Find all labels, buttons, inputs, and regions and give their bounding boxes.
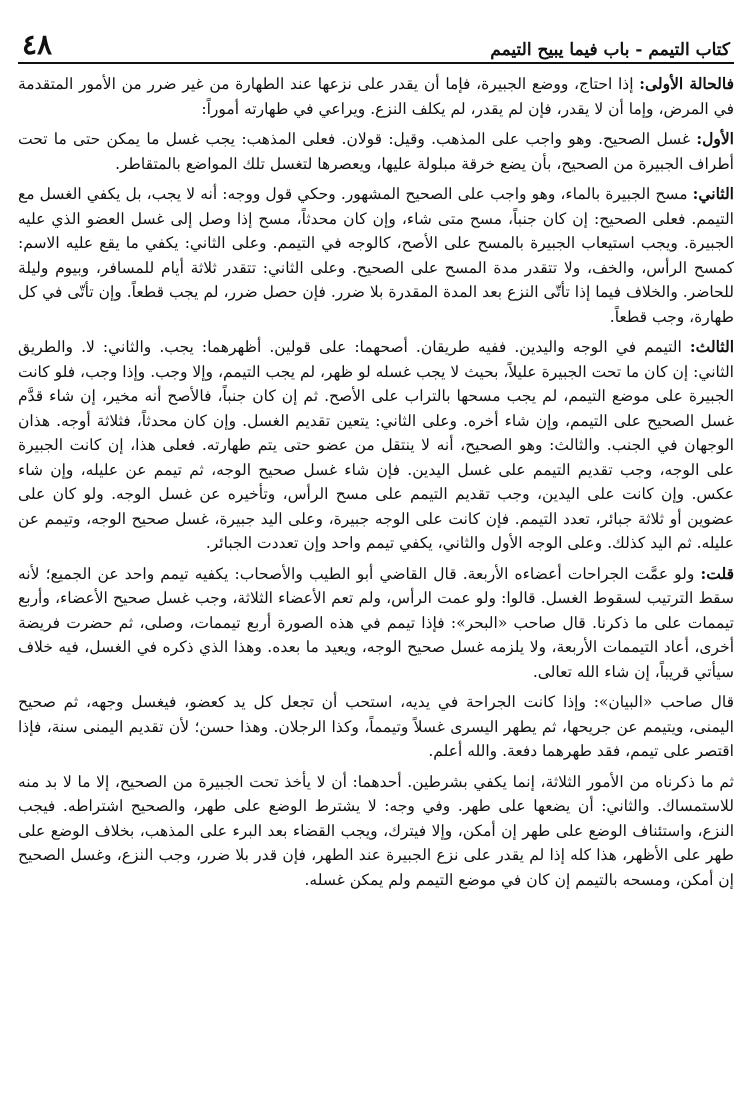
page-number: ٤٨ — [22, 28, 53, 61]
page-header — [18, 24, 734, 64]
paragraph-author-note — [18, 562, 734, 685]
paragraph-bayan-quote — [18, 690, 734, 764]
paragraph-first-case — [18, 72, 734, 121]
paragraph-text: مسح الجبيرة بالماء، وهو واجب على الصحيح المشهور. وحكي قول ووجه: أنه لا يجب، بل يكفي الغسل مع التيمم. فعلى الصحيح: إن كان جنباً، مسح متى شاء، وإن كان محدثاً، مسح إذا وصل إلى غسل العضو الذي عليه الجبيرة. ويجب استيعاب الجبيرة بالمسح على الأصح، كالوجه في التيمم. وعلى الثاني: يكفي ما يقع عليه الاسم: كمسح الرأس، والخف، ولا تتقدر مدة المسح على الصحيح. وعلى الثاني: تتقدر ثلاثة أيام للمسافر، وبيوم وليلة للحاضر. والخلاف فيما إذا تأتّى النزع بعد المدة المقدرة بلا ضرر. فإن حصل ضرر، لم يجب قطعاً. وإن تأتّى في كل طهارة، وجب قطعاً. — [18, 185, 734, 326]
running-title: كتاب التيمم - باب فيما يبيح التيمم — [490, 40, 730, 60]
paragraph-text: ولو عمَّت الجراحات أعضاءه الأربعة. قال القاضي أبو الطيب والأصحاب: يكفيه تيمم واحد عن الجميع؛ لأنه سقط الترتيب لسقوط الغسل. قالوا: ولو عمت الرأس، ولم تعم الأعضاء الثلاثة، وجب غسل صحيح الأعضاء، وأربع تيممات على ما ذكرنا. قال صاحب «البحر»: فإذا تيمم في هذه الصورة أربع تيممات، وصلى، ثم حضرت فريضة أخرى، أعاد التيممات الأربعة، ولا يلزمه غسل صحيح الوجه، ويعيد ما بعده. وهذا الذي ذكره في الغسل، فيه خلاف سيأتي قريباً، إن شاء الله تعالى. — [18, 564, 734, 681]
paragraph-lead: الثالث: — [689, 337, 734, 356]
paragraph-text: إذا احتاج، ووضع الجبيرة، فإما أن يقدر على نزعها عند الطهارة من غير ضرر من الأمور المتقدمة في المرض، وإما أن لا يقدر، فإن لم يقدر، لم يكلف النزع. ويراعي في طهارته أموراً: — [18, 75, 734, 118]
body-text — [18, 72, 734, 892]
paragraph-conditions — [18, 770, 734, 893]
paragraph-first-point — [18, 127, 734, 176]
paragraph-third-point — [18, 335, 734, 556]
paragraph-second-point — [18, 182, 734, 329]
book-page — [18, 24, 734, 898]
paragraph-lead: فالحالة الأولى: — [639, 74, 734, 93]
paragraph-lead: قلت: — [700, 563, 734, 583]
paragraph-text: ثم ما ذكرناه من الأمور الثلاثة، إنما يكفي بشرطين. أحدهما: أن لا يأخذ تحت الجبيرة من الصحيح، إلا ما لا بد منه للاستمساك. والثاني: أن يضعها على طهر. وفي وجه: لا يشترط الوضع على طهر، والصحيح اشتراطه. فيجب النزع، واستئناف الوضع على طهر إن أمكن، وإلا فيترك، ويجب القضاء بعد البرء على المذهب، بخلاف الوضع على طهر على الأظهر، هذا كله إذا لم يقدر على نزع الجبيرة عند الطهر، فإن قدر بلا ضرر، وجب النزع، وغسل الصحيح إن أمكن، ومسحه بالتيمم إن كان في موضع التيمم ولم يمكن غسله. — [18, 772, 734, 889]
paragraph-lead: الأول: — [696, 129, 734, 148]
paragraph-text: قال صاحب «البيان»: وإذا كانت الجراحة في يديه، استحب أن تجعل كل يد كعضو، فيغسل وجهه، ثم صحيح اليمنى، ويتيمم عن جريحها، ثم يطهر اليسرى غسلاً وتيمماً، وكذا الرجلان. وهذا حسن؛ لأن تقديم اليمنى سنة، فإذا اقتصر على تيمم، فقد طهرهما دفعة. والله أعلم. — [18, 693, 734, 760]
paragraph-text: التيمم في الوجه واليدين. ففيه طريقان. أصحهما: على قولين. أظهرهما: يجب. والثاني: لا. والطريق الثاني: إن كان ما تحت الجبيرة عليلاً، بحيث لا يجب غسله لو ظهر، لم يجب التيمم، وإلا وجب. وإذا وجب، فلو كانت الجبيرة على موضع التيمم، لم يجب مسحها بالتراب على الأصح. ثم إن كان جنباً، فالأصح أنه مخير، إن شاء قدَّم غسل الصحيح على التيمم، وإن شاء أخره. وعلى الثاني: يتعين تقديم الغسل. وإن كان محدثاً، فثلاثة أوجه. هذان الوجهان في الجنب. والثالث: وهو الصحيح، أنه لا ينتقل من عضو حتى يتم طهارته. فعلى هذا، إن كانت الجبيرة على الوجه، وجب تقديم التيمم على غسل اليدين. فإن شاء غسل صحيح الوجه، ثم تيمم عن عليله، وإن شاء عكس. وإن كانت على اليدين، وجب تقديم التيمم على مسح الرأس، وتأخيره عن غسل الوجه. ولو كان على عضوين أو ثلاثة جبائر، تعدد التيمم. فإن كانت على الوجه جبيرة، وعلى اليد جبيرة، غسل صحيح الوجه، وتيمم عن عليله. ثم اليد كذلك. وعلى الوجه الأول والثاني، يكفي تيمم واحد وإن تعددت الجبائر. — [18, 338, 734, 552]
paragraph-text: غسل الصحيح. وهو واجب على المذهب. وقيل: قولان. فعلى المذهب: يجب غسل ما يمكن حتى ما تحت أطراف الجبيرة من الصحيح، بأن يضع خرقة مبلولة عليها، ويعصرها لتغسل تلك المواضع بالمتقاطر. — [18, 130, 734, 173]
paragraph-lead: الثاني: — [692, 184, 734, 203]
